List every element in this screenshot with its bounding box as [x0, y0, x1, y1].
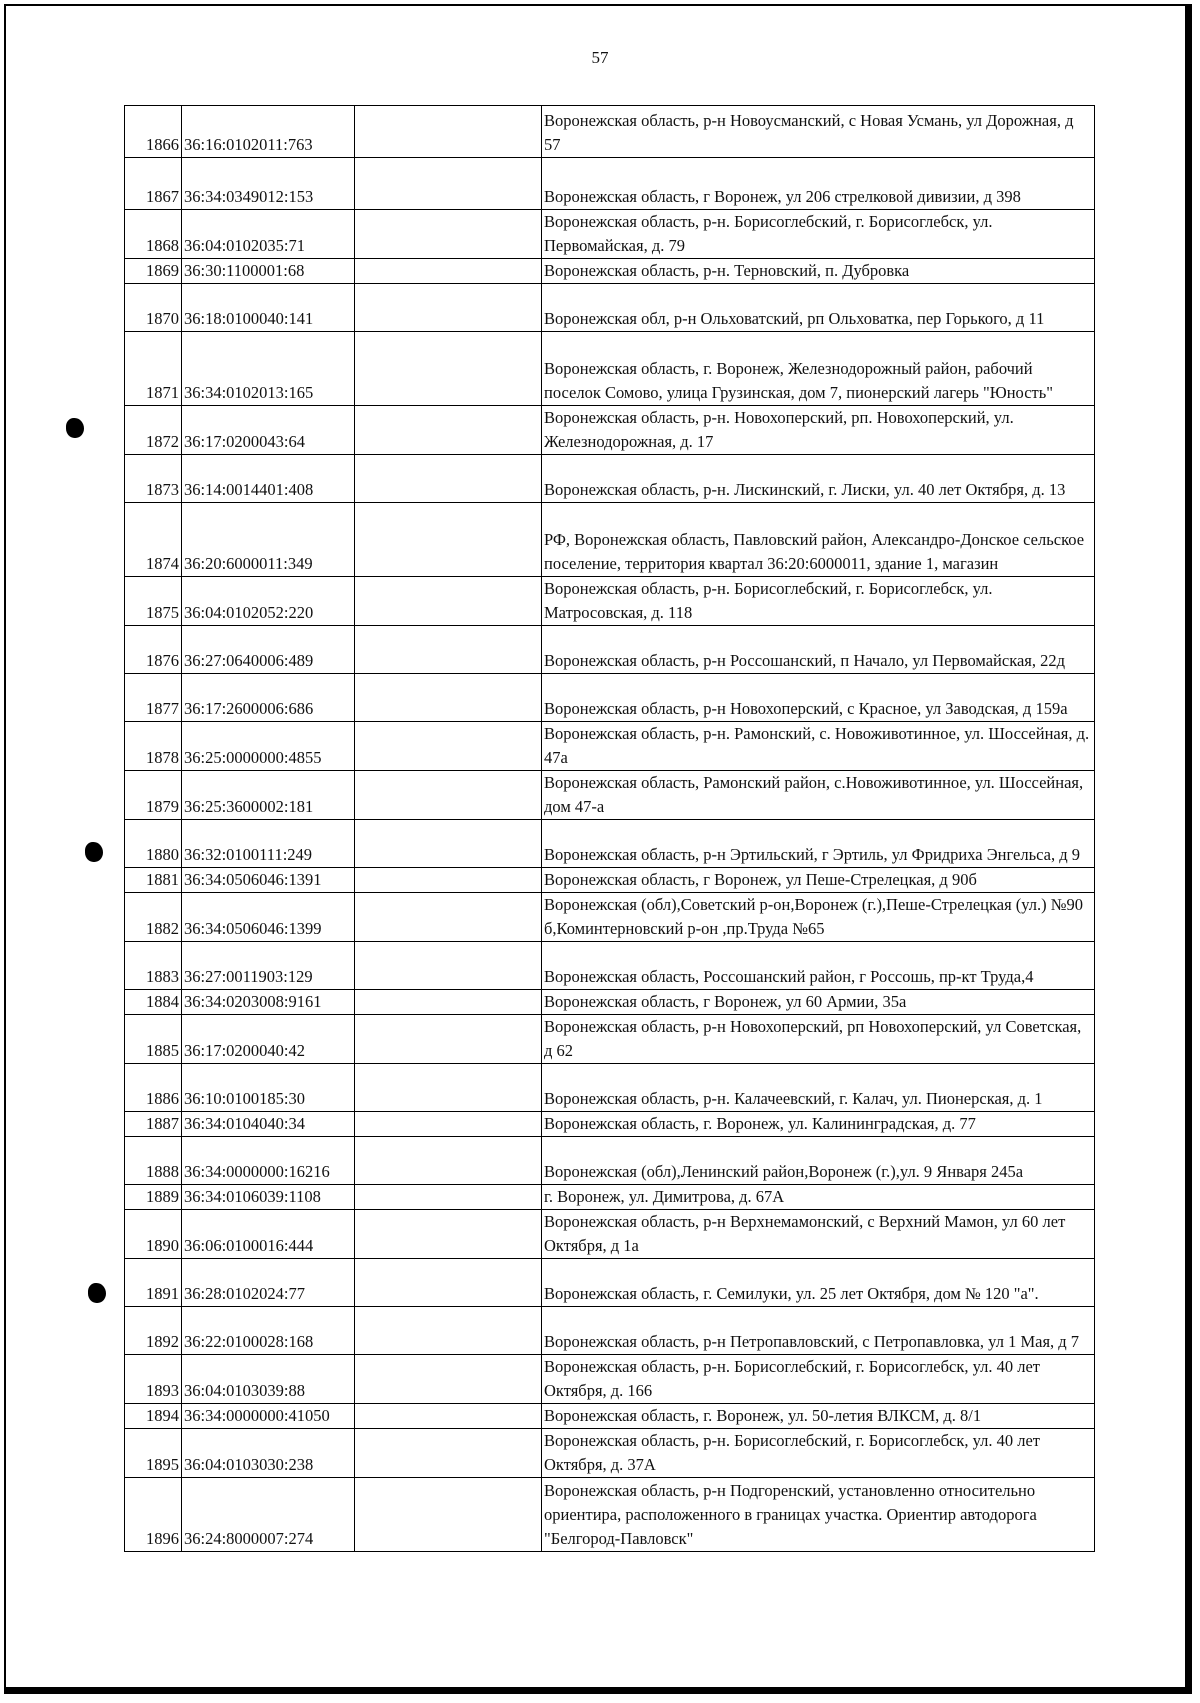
table-row — [125, 942, 1095, 990]
cadastral-number-cell: 36:17:0200040:42 — [182, 1015, 355, 1064]
address-cell: Воронежская обл, р-н Ольховатский, рп Ольховатка, пер Горького, д 11 — [542, 284, 1095, 332]
row-number-cell: 1881 — [125, 868, 182, 893]
row-number-cell: 1880 — [125, 820, 182, 868]
blank-cell — [355, 284, 542, 332]
table-row — [125, 1259, 1095, 1307]
table-row — [125, 1355, 1095, 1404]
blank-cell — [355, 406, 542, 455]
cadastral-number-cell: 36:34:0506046:1391 — [182, 868, 355, 893]
blank-cell — [355, 1210, 542, 1259]
address-cell: Воронежская область, Россошанский район, г Россошь, пр-кт Труда,4 — [542, 942, 1095, 990]
table-row — [125, 1404, 1095, 1429]
table-row — [125, 1478, 1095, 1552]
row-number-cell: 1872 — [125, 406, 182, 455]
cadastral-number-cell: 36:30:1100001:68 — [182, 259, 355, 284]
row-number-cell: 1888 — [125, 1137, 182, 1185]
address-cell: Воронежская область, р-н. Борисоглебский, г. Борисоглебск, ул. Матросовская, д. 118 — [542, 577, 1095, 626]
table-row — [125, 674, 1095, 722]
registry-table — [124, 105, 1095, 1552]
cadastral-number-cell: 36:27:0011903:129 — [182, 942, 355, 990]
address-cell: Воронежская область, р-н Петропавловский, с Петропавловка, ул 1 Мая, д 7 — [542, 1307, 1095, 1355]
cadastral-number-cell: 36:17:0200043:64 — [182, 406, 355, 455]
table-row — [125, 722, 1095, 771]
table-row — [125, 1112, 1095, 1137]
row-number-cell: 1883 — [125, 942, 182, 990]
row-number-cell: 1889 — [125, 1185, 182, 1210]
address-cell: г. Воронеж, ул. Димитрова, д. 67А — [542, 1185, 1095, 1210]
blank-cell — [355, 771, 542, 820]
punch-hole-mark — [85, 842, 103, 862]
blank-cell — [355, 674, 542, 722]
punch-hole-mark — [88, 1283, 106, 1303]
cadastral-number-cell: 36:28:0102024:77 — [182, 1259, 355, 1307]
blank-cell — [355, 1137, 542, 1185]
cadastral-number-cell: 36:34:0104040:34 — [182, 1112, 355, 1137]
row-number-cell: 1874 — [125, 503, 182, 577]
address-cell: Воронежская область, р-н Верхнемамонский, с Верхний Мамон, ул 60 лет Октября, д 1а — [542, 1210, 1095, 1259]
cadastral-number-cell: 36:17:2600006:686 — [182, 674, 355, 722]
cadastral-number-cell: 36:34:0349012:153 — [182, 158, 355, 210]
row-number-cell: 1877 — [125, 674, 182, 722]
address-cell: Воронежская область, р-н Новохоперский, рп Новохоперский, ул Советская, д 62 — [542, 1015, 1095, 1064]
address-cell: Воронежская область, р-н Эртильский, г Эртиль, ул Фридриха Энгельса, д 9 — [542, 820, 1095, 868]
address-cell: Воронежская область, г. Воронеж, ул. Калининградская, д. 77 — [542, 1112, 1095, 1137]
row-number-cell: 1892 — [125, 1307, 182, 1355]
row-number-cell: 1896 — [125, 1478, 182, 1552]
table-row — [125, 626, 1095, 674]
cadastral-number-cell: 36:34:0000000:16216 — [182, 1137, 355, 1185]
blank-cell — [355, 942, 542, 990]
table-row — [125, 259, 1095, 284]
cadastral-number-cell: 36:04:0102035:71 — [182, 210, 355, 259]
address-cell: Воронежская область, р-н. Борисоглебский, г. Борисоглебск, ул. 40 лет Октября, д. 37А — [542, 1429, 1095, 1478]
cadastral-number-cell: 36:32:0100111:249 — [182, 820, 355, 868]
cadastral-number-cell: 36:24:8000007:274 — [182, 1478, 355, 1552]
blank-cell — [355, 893, 542, 942]
blank-cell — [355, 820, 542, 868]
table-row — [125, 990, 1095, 1015]
table-row — [125, 893, 1095, 942]
address-cell: Воронежская область, р-н Подгоренский, установленно относительно ориентира, расположенного в границах участка. Ориентир автодорога "Белгород-Павловск" — [542, 1478, 1095, 1552]
cadastral-number-cell: 36:16:0102011:763 — [182, 106, 355, 158]
table-row — [125, 503, 1095, 577]
cadastral-number-cell: 36:34:0000000:41050 — [182, 1404, 355, 1429]
table-row — [125, 1064, 1095, 1112]
address-cell: Воронежская область, р-н Новоусманский, с Новая Усмань, ул Дорожная, д 57 — [542, 106, 1095, 158]
row-number-cell: 1868 — [125, 210, 182, 259]
address-cell: Воронежская (обл),Советский р-он,Воронеж (г.),Пеше-Стрелецкая (ул.) №90 б,Коминтерновский р-он ,пр.Труда №65 — [542, 893, 1095, 942]
row-number-cell: 1882 — [125, 893, 182, 942]
blank-cell — [355, 722, 542, 771]
address-cell: Воронежская область, р-н. Рамонский, с. Новоживотинное, ул. Шоссейная, д. 47а — [542, 722, 1095, 771]
address-cell: Воронежская область, р-н. Терновский, п. Дубровка — [542, 259, 1095, 284]
blank-cell — [355, 332, 542, 406]
row-number-cell: 1876 — [125, 626, 182, 674]
row-number-cell: 1871 — [125, 332, 182, 406]
table-row — [125, 577, 1095, 626]
row-number-cell: 1891 — [125, 1259, 182, 1307]
registry-table-body — [125, 106, 1095, 1552]
row-number-cell: 1885 — [125, 1015, 182, 1064]
table-row — [125, 210, 1095, 259]
table-row — [125, 1015, 1095, 1064]
blank-cell — [355, 577, 542, 626]
cadastral-number-cell: 36:04:0103030:238 — [182, 1429, 355, 1478]
table-row — [125, 820, 1095, 868]
address-cell: Воронежская область, г Воронеж, ул 60 Армии, 35а — [542, 990, 1095, 1015]
cadastral-number-cell: 36:20:6000011:349 — [182, 503, 355, 577]
cadastral-number-cell: 36:25:3600002:181 — [182, 771, 355, 820]
table-row — [125, 1185, 1095, 1210]
cadastral-number-cell: 36:27:0640006:489 — [182, 626, 355, 674]
blank-cell — [355, 106, 542, 158]
address-cell: Воронежская область, р-н. Калачеевский, г. Калач, ул. Пионерская, д. 1 — [542, 1064, 1095, 1112]
cadastral-number-cell: 36:22:0100028:168 — [182, 1307, 355, 1355]
address-cell: Воронежская область, р-н. Борисоглебский, г. Борисоглебск, ул. Первомайская, д. 79 — [542, 210, 1095, 259]
address-cell: Воронежская область, р-н Новохоперский, с Красное, ул Заводская, д 159а — [542, 674, 1095, 722]
blank-cell — [355, 1064, 542, 1112]
row-number-cell: 1873 — [125, 455, 182, 503]
row-number-cell: 1878 — [125, 722, 182, 771]
row-number-cell: 1866 — [125, 106, 182, 158]
cadastral-number-cell: 36:10:0100185:30 — [182, 1064, 355, 1112]
blank-cell — [355, 868, 542, 893]
address-cell: Воронежская область, Рамонский район, с.Новоживотинное, ул. Шоссейная, дом 47-а — [542, 771, 1095, 820]
blank-cell — [355, 503, 542, 577]
cadastral-number-cell: 36:34:0203008:9161 — [182, 990, 355, 1015]
blank-cell — [355, 1404, 542, 1429]
table-row — [125, 868, 1095, 893]
punch-hole-mark — [66, 418, 84, 438]
address-cell: Воронежская область, г. Воронеж, Железнодорожный район, рабочий поселок Сомово, улица Грузинская, дом 7, пионерский лагерь "Юность" — [542, 332, 1095, 406]
blank-cell — [355, 990, 542, 1015]
table-row — [125, 332, 1095, 406]
blank-cell — [355, 1185, 542, 1210]
table-row — [125, 406, 1095, 455]
row-number-cell: 1875 — [125, 577, 182, 626]
address-cell: РФ, Воронежская область, Павловский район, Александро-Донское сельское поселение, территория квартал 36:20:6000011, здание 1, магазин — [542, 503, 1095, 577]
page-number: 57 — [591, 48, 609, 67]
address-cell: Воронежская (обл),Ленинский район,Воронеж (г.),ул. 9 Января 245а — [542, 1137, 1095, 1185]
table-row — [125, 1307, 1095, 1355]
table-row — [125, 1137, 1095, 1185]
blank-cell — [355, 259, 542, 284]
blank-cell — [355, 1112, 542, 1137]
cadastral-number-cell: 36:04:0103039:88 — [182, 1355, 355, 1404]
row-number-cell: 1890 — [125, 1210, 182, 1259]
blank-cell — [355, 210, 542, 259]
cadastral-number-cell: 36:14:0014401:408 — [182, 455, 355, 503]
cadastral-number-cell: 36:34:0106039:1108 — [182, 1185, 355, 1210]
cadastral-number-cell: 36:04:0102052:220 — [182, 577, 355, 626]
address-cell: Воронежская область, р-н. Борисоглебский, г. Борисоглебск, ул. 40 лет Октября, д. 166 — [542, 1355, 1095, 1404]
blank-cell — [355, 1478, 542, 1552]
table-row — [125, 158, 1095, 210]
blank-cell — [355, 455, 542, 503]
table-row — [125, 455, 1095, 503]
row-number-cell: 1894 — [125, 1404, 182, 1429]
table-row — [125, 284, 1095, 332]
address-cell: Воронежская область, р-н Россошанский, п Начало, ул Первомайская, 22д — [542, 626, 1095, 674]
cadastral-number-cell: 36:06:0100016:444 — [182, 1210, 355, 1259]
table-row — [125, 106, 1095, 158]
table-row — [125, 1210, 1095, 1259]
blank-cell — [355, 626, 542, 674]
address-cell: Воронежская область, г Воронеж, ул 206 стрелковой дивизии, д 398 — [542, 158, 1095, 210]
address-cell: Воронежская область, г. Воронеж, ул. 50-летия ВЛКСМ, д. 8/1 — [542, 1404, 1095, 1429]
table-row — [125, 1429, 1095, 1478]
address-cell: Воронежская область, р-н. Лискинский, г. Лиски, ул. 40 лет Октября, д. 13 — [542, 455, 1095, 503]
blank-cell — [355, 1429, 542, 1478]
row-number-cell: 1886 — [125, 1064, 182, 1112]
blank-cell — [355, 158, 542, 210]
table-row — [125, 771, 1095, 820]
row-number-cell: 1895 — [125, 1429, 182, 1478]
address-cell: Воронежская область, г Воронеж, ул Пеше-Стрелецкая, д 90б — [542, 868, 1095, 893]
cadastral-number-cell: 36:18:0100040:141 — [182, 284, 355, 332]
row-number-cell: 1893 — [125, 1355, 182, 1404]
blank-cell — [355, 1307, 542, 1355]
blank-cell — [355, 1015, 542, 1064]
address-cell: Воронежская область, г. Семилуки, ул. 25 лет Октября, дом № 120 "а". — [542, 1259, 1095, 1307]
row-number-cell: 1879 — [125, 771, 182, 820]
row-number-cell: 1870 — [125, 284, 182, 332]
cadastral-number-cell: 36:34:0506046:1399 — [182, 893, 355, 942]
row-number-cell: 1869 — [125, 259, 182, 284]
cadastral-number-cell: 36:34:0102013:165 — [182, 332, 355, 406]
blank-cell — [355, 1259, 542, 1307]
row-number-cell: 1887 — [125, 1112, 182, 1137]
address-cell: Воронежская область, р-н. Новохоперский, рп. Новохоперский, ул. Железнодорожная, д. 17 — [542, 406, 1095, 455]
cadastral-number-cell: 36:25:0000000:4855 — [182, 722, 355, 771]
blank-cell — [355, 1355, 542, 1404]
row-number-cell: 1884 — [125, 990, 182, 1015]
row-number-cell: 1867 — [125, 158, 182, 210]
